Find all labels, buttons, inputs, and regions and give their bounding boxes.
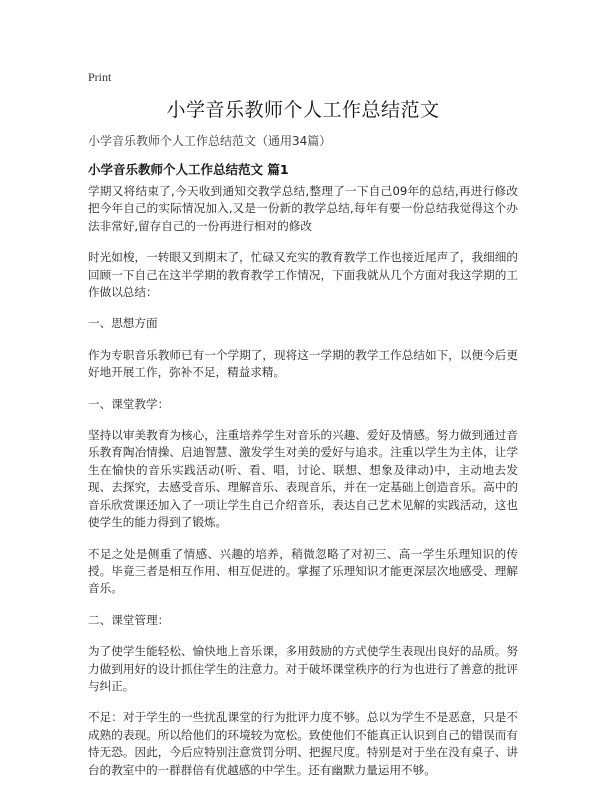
- document-subtitle: 小学音乐教师个人工作总结范文（通用34篇）: [88, 134, 332, 148]
- paragraph-management-shortcomings: 不足：对于学生的一些扰乱课堂的行为批评力度不够。总以为学生不是恶意，只是不成熟的表现。所以给他们的环境较为宽松。致使他们不能真正认识到自己的错误而有恃无恐。因此，今后应特别注意赏罚分明、把握尺度。特别是对于坐在没有桌子、讲台的教室中的一群群倍有优越感的中学生。还有幽默力量运用不够。: [88, 710, 518, 777]
- print-link[interactable]: Print: [88, 70, 112, 84]
- paragraph-classroom-management: 为了使学生能轻松、愉快地上音乐课，多用鼓励的方式使学生表现出良好的品质。努力做到用好的设计抓住学生的注意力。对于破坏课堂秩序的行为也进行了善意的批评与纠正。: [88, 644, 518, 693]
- heading-classroom-management: 二、课堂管理：: [88, 612, 170, 627]
- document-body: [88, 183, 518, 793]
- page-title: 小学音乐教师个人工作总结范文: [166, 99, 440, 121]
- heading-thought: 一、思想方面: [88, 316, 158, 331]
- paragraph-classroom-teaching: 坚持以审美教育为核心，注重培养学生对音乐的兴趣、爱好及情感。努力做到通过音乐教育陶冶情操、启迪智慧、激发学生对美的爱好与追求。注重以学生为主体，让学生在愉快的音乐实践活动(听、看、唱，讨论、联想、想象及律动)中，主动地去发现、去探究，去感受音乐、理解音乐、表现音乐，并在一定基础上创造音乐。高中的音乐欣赏课还加入了一项让学生自己介绍音乐，表达自己艺术见解的实践活动，这也使学生的能力得到了锻炼。: [88, 428, 518, 530]
- paragraph-intro: 学期又将结束了,今天收到通知交教学总结,整理了一下自己09年的总结,再进行修改把今年自己的实际情况加入,又是一份新的教学总结,每年有要一份总结我觉得这个办法非常好,留存自己的一份再进行相对的修改: [88, 184, 518, 233]
- paragraph-review: 时光如梭，一转眼又到期末了，忙碌又充实的教育教学工作也接近尾声了，我细细的回顾一下自己在这半学期的教育教学工作情况，下面我就从几个方面对我这学期的工作做以总结：: [88, 250, 518, 300]
- section-heading: 小学音乐教师个人工作总结范文 篇1: [88, 162, 289, 177]
- paragraph-teaching-shortcomings: 不足之处是侧重了情感、兴趣的培养，稍微忽略了对初三、高一学生乐理知识的传授。毕竟三者是相互作用、相互促进的。掌握了乐理知识才能更深层次地感受、理解音乐。: [88, 546, 518, 596]
- heading-classroom-teaching: 一、课堂教学：: [88, 396, 170, 411]
- paragraph-thought: 作为专职音乐教师已有一个学期了，现将这一学期的教学工作总结如下，以便今后更好地开展工作，弥补不足，精益求精。: [88, 347, 518, 380]
